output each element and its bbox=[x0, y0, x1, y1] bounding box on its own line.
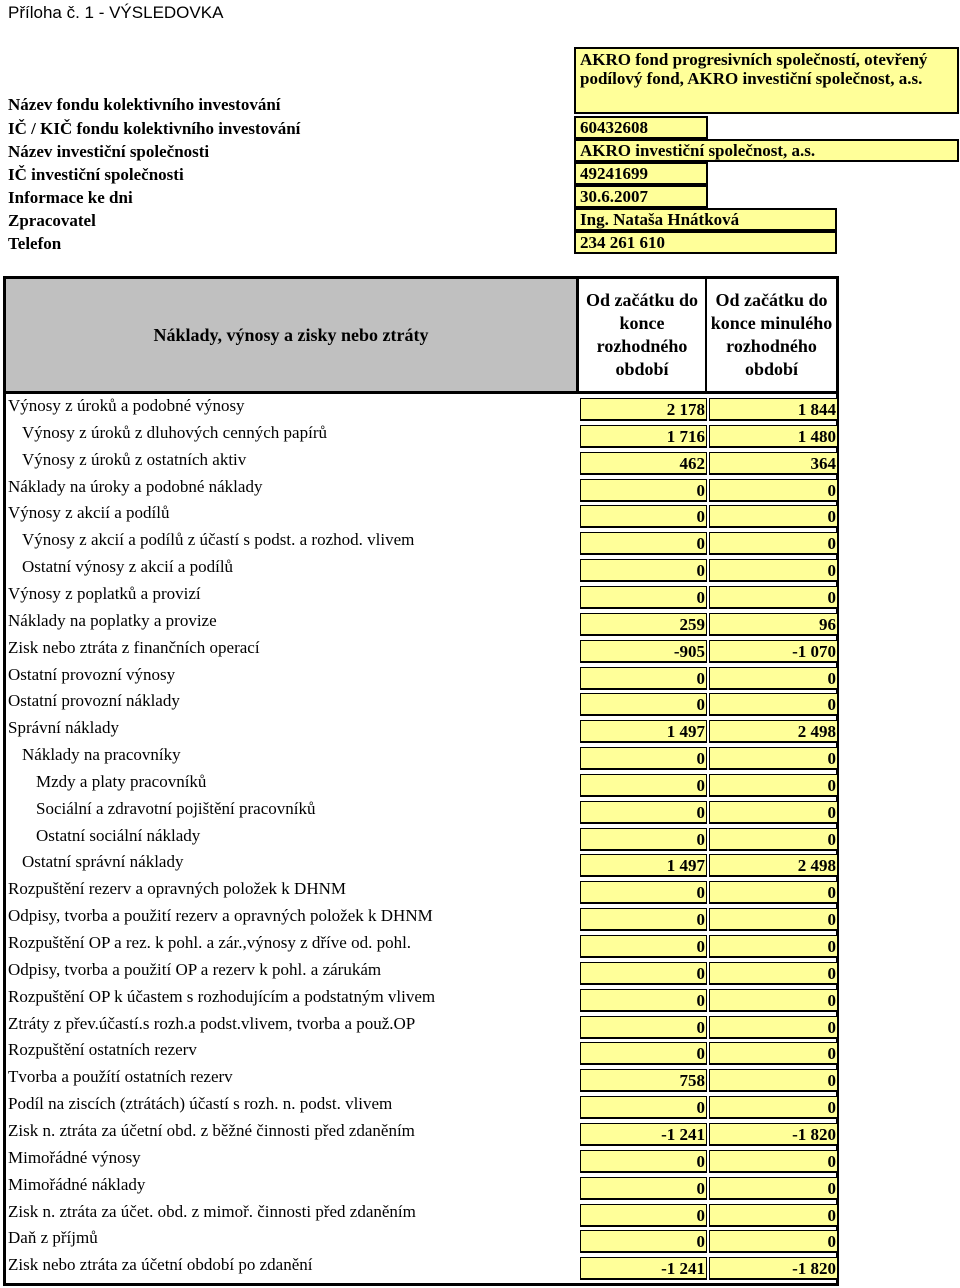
value-current: 462 bbox=[580, 452, 707, 475]
company-id-label: IČ investiční společnosti bbox=[8, 165, 184, 184]
value-previous: 0 bbox=[709, 1177, 838, 1200]
value-current: 758 bbox=[580, 1069, 707, 1092]
row-label: Zisk nebo ztráta z finančních operací bbox=[8, 637, 260, 657]
value-current: 1 497 bbox=[580, 720, 707, 743]
row-label: Správní náklady bbox=[8, 718, 119, 738]
table-row bbox=[6, 394, 836, 421]
value-previous: 0 bbox=[709, 667, 838, 690]
value-previous: 0 bbox=[709, 479, 838, 502]
row-label: Ostatní výnosy z akcií a podílů bbox=[22, 557, 234, 577]
row-label: Zisk n. ztráta za účetní obd. z běžné činnosti před zdaněním bbox=[8, 1120, 415, 1140]
value-previous: 0 bbox=[709, 881, 838, 904]
value-previous: 96 bbox=[709, 613, 838, 636]
value-previous: 0 bbox=[709, 1016, 838, 1039]
value-previous: 0 bbox=[709, 747, 838, 770]
value-previous: 0 bbox=[709, 586, 838, 609]
value-current: -1 241 bbox=[580, 1257, 707, 1280]
table-row bbox=[6, 501, 836, 528]
table-row bbox=[6, 555, 836, 582]
table-row bbox=[6, 1038, 836, 1065]
table-row bbox=[6, 931, 836, 958]
row-label: Výnosy z akcií a podílů z účastí s podst. a rozhod. vlivem bbox=[22, 530, 415, 550]
value-current: 0 bbox=[580, 828, 707, 851]
table-row bbox=[6, 475, 836, 502]
fund-id-label: IČ / KIČ fondu kolektivního investování bbox=[8, 119, 301, 138]
row-label: Výnosy z poplatků a provizí bbox=[8, 583, 201, 603]
row-label: Tvorba a použítí ostatních rezerv bbox=[8, 1067, 233, 1087]
row-label: Rozpuštění OP a rez. k pohl. a zár.,výnosy z dříve od. pohl. bbox=[8, 933, 412, 952]
table-row bbox=[6, 448, 836, 475]
value-current: 0 bbox=[580, 505, 707, 528]
row-label: Výnosy z úroků a podobné výnosy bbox=[8, 396, 245, 415]
value-previous: -1 820 bbox=[709, 1257, 838, 1280]
value-previous: 0 bbox=[709, 505, 838, 528]
value-current: 0 bbox=[580, 693, 707, 716]
value-current: 2 178 bbox=[580, 398, 707, 421]
row-label: Výnosy z úroků z ostatních aktiv bbox=[22, 449, 247, 469]
date-label: Informace ke dni bbox=[8, 188, 133, 207]
table-row bbox=[6, 958, 836, 985]
value-previous: 0 bbox=[709, 774, 838, 797]
value-previous: 0 bbox=[709, 801, 838, 824]
company-name-label: Název investiční společnosti bbox=[8, 142, 210, 161]
value-previous: 0 bbox=[709, 828, 838, 851]
row-label: Zisk nebo ztráta za účetní období po zdanění bbox=[8, 1255, 313, 1275]
value-previous: 0 bbox=[709, 962, 838, 985]
table-row bbox=[6, 609, 836, 636]
table-row bbox=[6, 770, 836, 797]
phone-value: 234 261 610 bbox=[574, 231, 837, 254]
table-row bbox=[6, 904, 836, 931]
value-current: 0 bbox=[580, 1230, 707, 1253]
row-label: Výnosy z akcií a podílů bbox=[8, 503, 170, 523]
table-row bbox=[6, 1253, 836, 1280]
row-label: Náklady na úroky a podobné náklady bbox=[8, 476, 263, 496]
table-row bbox=[6, 528, 836, 555]
value-previous: 0 bbox=[709, 559, 838, 582]
table-row bbox=[6, 985, 836, 1012]
value-previous: 0 bbox=[709, 1069, 838, 1092]
row-label: Odpisy, tvorba a použití rezerv a opravných položek k DHNM bbox=[8, 906, 433, 926]
value-current: 0 bbox=[580, 479, 707, 502]
row-label: Náklady na poplatky a provize bbox=[8, 610, 217, 630]
table-row bbox=[6, 1146, 836, 1173]
page-title: Příloha č. 1 - VÝSLEDOVKA bbox=[8, 3, 224, 22]
row-label: Rozpuštění ostatních rezerv bbox=[8, 1040, 197, 1060]
table-row bbox=[6, 797, 836, 824]
value-current: 0 bbox=[580, 989, 707, 1012]
value-current: 0 bbox=[580, 1042, 707, 1065]
row-label: Mzdy a platy pracovníků bbox=[36, 771, 207, 791]
table-row bbox=[6, 716, 836, 743]
table-row bbox=[6, 636, 836, 663]
value-current: 0 bbox=[580, 1150, 707, 1173]
table-row bbox=[6, 689, 836, 716]
table-row bbox=[6, 1065, 836, 1092]
column-header-previous: Od začátku do konce minulého rozhodného období bbox=[710, 290, 833, 379]
company-id-value: 49241699 bbox=[574, 162, 708, 185]
table-row bbox=[6, 421, 836, 448]
value-current: 0 bbox=[580, 1177, 707, 1200]
row-label: Ztráty z přev.účastí.s rozh.a podst.vlivem, tvorba a použ.OP bbox=[8, 1013, 416, 1033]
company-name-value: AKRO investiční společnost, a.s. bbox=[574, 139, 959, 162]
value-current: 0 bbox=[580, 747, 707, 770]
table-row bbox=[6, 877, 836, 904]
table-row bbox=[6, 582, 836, 609]
row-label: Ostatní sociální náklady bbox=[36, 825, 201, 845]
value-current: 1 716 bbox=[580, 425, 707, 448]
value-current: 0 bbox=[580, 1016, 707, 1039]
value-current: 0 bbox=[580, 908, 707, 931]
value-current: 0 bbox=[580, 1096, 707, 1119]
value-previous: -1 070 bbox=[709, 640, 838, 663]
table-header-label: Náklady, výnosy a zisky nebo ztráty bbox=[6, 279, 576, 391]
row-label: Daň z příjmů bbox=[8, 1228, 98, 1248]
table-row bbox=[6, 663, 836, 690]
value-previous: 1 480 bbox=[709, 425, 838, 448]
row-label: Rozpuštění rezerv a opravných položek k DHNM bbox=[8, 879, 347, 899]
value-previous: 0 bbox=[709, 1204, 838, 1227]
row-label: Sociální a zdravotní pojištění pracovníků bbox=[36, 798, 316, 818]
phone-label: Telefon bbox=[8, 234, 62, 253]
value-current: 0 bbox=[580, 1204, 707, 1227]
value-previous: 2 498 bbox=[709, 854, 838, 877]
row-label: Ostatní provozní náklady bbox=[8, 691, 180, 711]
value-previous: 0 bbox=[709, 989, 838, 1012]
value-previous: 0 bbox=[709, 935, 838, 958]
value-previous: -1 820 bbox=[709, 1123, 838, 1146]
row-label: Odpisy, tvorba a použití OP a rezerv k pohl. a zárukám bbox=[8, 959, 382, 979]
table-row bbox=[6, 850, 836, 877]
value-current: 0 bbox=[580, 667, 707, 690]
value-current: 0 bbox=[580, 774, 707, 797]
value-previous: 0 bbox=[709, 1150, 838, 1173]
row-label: Ostatní správní náklady bbox=[22, 852, 184, 872]
row-label: Výnosy z úroků z dluhových cenných papírů bbox=[22, 422, 327, 442]
row-label: Náklady na pracovníky bbox=[22, 745, 181, 765]
table-row bbox=[6, 1119, 836, 1146]
value-current: 0 bbox=[580, 586, 707, 609]
processor-label: Zpracovatel bbox=[8, 211, 96, 230]
value-current: 259 bbox=[580, 613, 707, 636]
value-current: 0 bbox=[580, 559, 707, 582]
processor-value: Ing. Nataša Hnátková bbox=[574, 208, 837, 231]
value-previous: 0 bbox=[709, 1096, 838, 1119]
row-label: Mimořádné výnosy bbox=[8, 1147, 141, 1167]
row-label: Podíl na ziscích (ztrátách) účastí s rozh. n. podst. vlivem bbox=[8, 1094, 393, 1114]
value-current: 0 bbox=[580, 532, 707, 555]
row-label: Zisk n. ztráta za účet. obd. z mimoř. činnosti před zdaněním bbox=[8, 1201, 416, 1221]
value-previous: 0 bbox=[709, 532, 838, 555]
table-row bbox=[6, 743, 836, 770]
row-label: Ostatní provozní výnosy bbox=[8, 664, 176, 684]
fund-id-value: 60432608 bbox=[574, 116, 708, 139]
value-current: 0 bbox=[580, 962, 707, 985]
table-row bbox=[6, 1092, 836, 1119]
value-current: 0 bbox=[580, 935, 707, 958]
value-previous: 0 bbox=[709, 693, 838, 716]
row-label: Rozpuštění OP k účastem s rozhodujícím a podstatným vlivem bbox=[8, 986, 436, 1006]
date-value: 30.6.2007 bbox=[574, 185, 708, 208]
column-header-current: Od začátku do konce rozhodného období bbox=[585, 290, 699, 379]
fund-name-label: Název fondu kolektivního investování bbox=[8, 95, 281, 114]
row-label: Mimořádné náklady bbox=[8, 1174, 146, 1194]
value-current: -905 bbox=[580, 640, 707, 663]
value-previous: 1 844 bbox=[709, 398, 838, 421]
value-previous: 2 498 bbox=[709, 720, 838, 743]
table-row bbox=[6, 1012, 836, 1039]
value-previous: 364 bbox=[709, 452, 838, 475]
value-current: -1 241 bbox=[580, 1123, 707, 1146]
table-row bbox=[6, 1173, 836, 1200]
value-previous: 0 bbox=[709, 908, 838, 931]
table-row bbox=[6, 824, 836, 851]
value-current: 1 497 bbox=[580, 854, 707, 877]
value-current: 0 bbox=[580, 881, 707, 904]
table-row bbox=[6, 1200, 836, 1227]
value-current: 0 bbox=[580, 801, 707, 824]
value-previous: 0 bbox=[709, 1042, 838, 1065]
fund-name-value: AKRO fond progresivních společností, otevřený podílový fond, AKRO investiční společnost, a.s. bbox=[574, 47, 959, 114]
value-previous: 0 bbox=[709, 1230, 838, 1253]
table-row bbox=[6, 1226, 836, 1253]
